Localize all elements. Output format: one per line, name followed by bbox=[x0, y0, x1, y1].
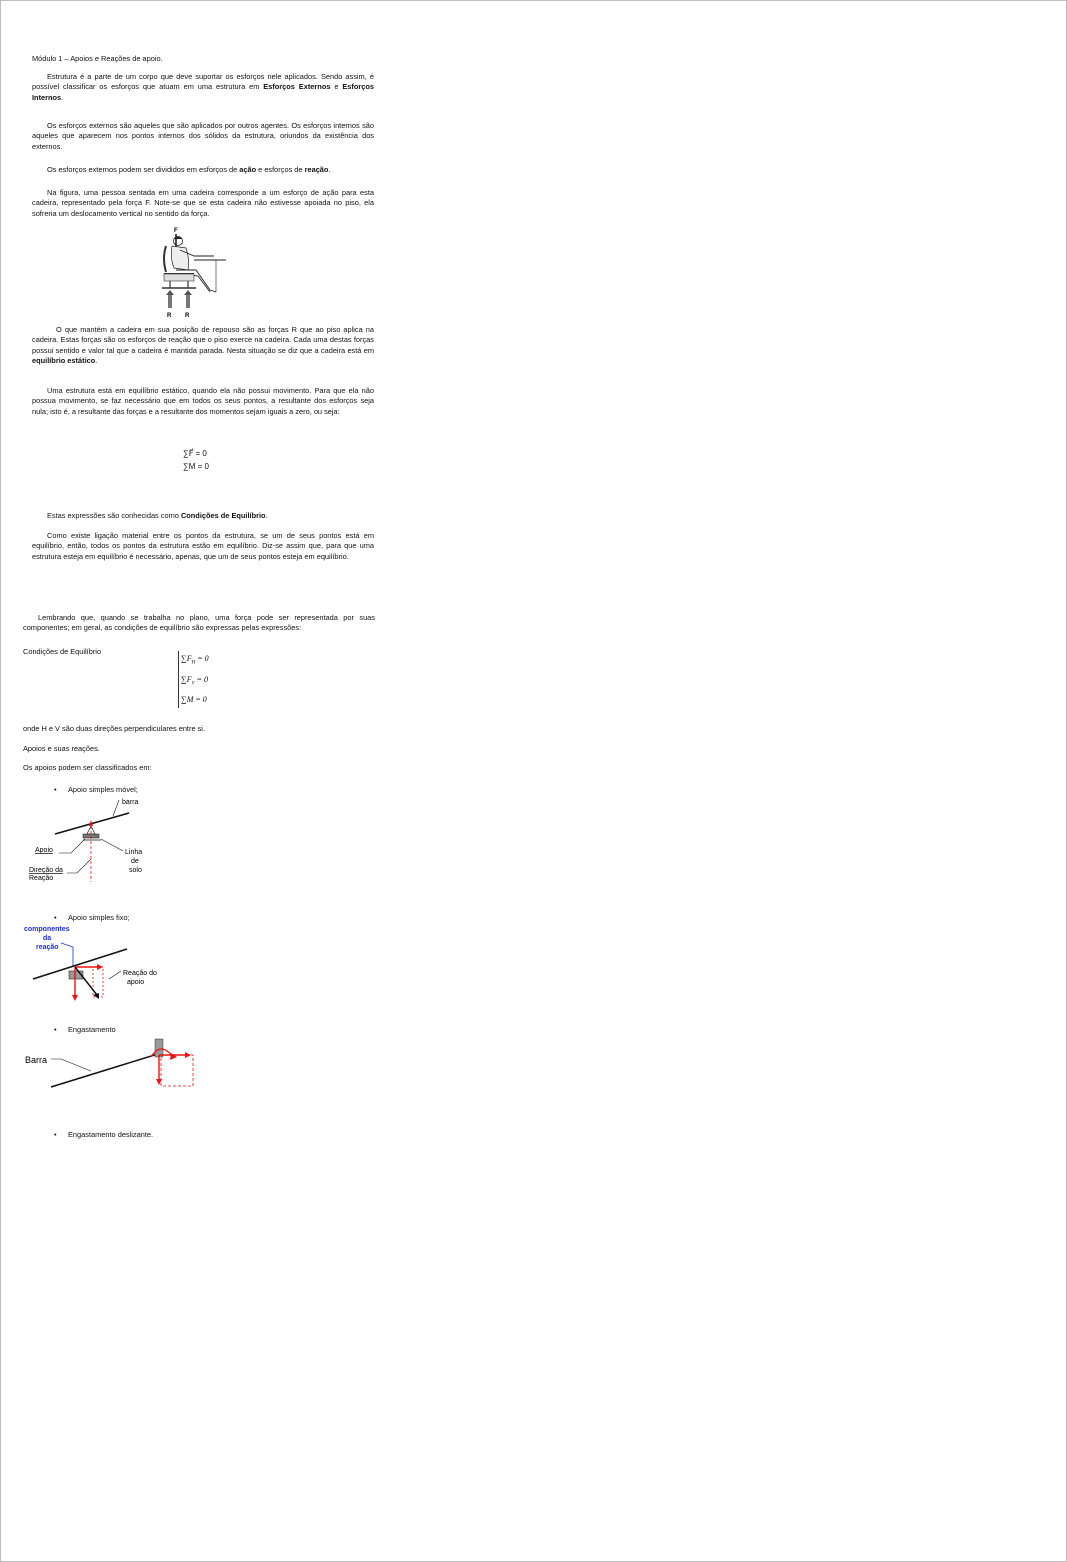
paragraph-10: onde H e V são duas direções perpendiculares entre si. bbox=[23, 724, 206, 733]
paragraph-1: Estrutura é a parte de um corpo que deve suportar os esforços nele aplicados. Sendo assim, é possível classificar os esforços que atuam em uma estrutura em Esforços Externos e Esforços Internos. bbox=[32, 72, 375, 102]
sum-m-eq: ∑M = 0 bbox=[181, 695, 207, 705]
sum-moments-eq: ∑M = 0 bbox=[183, 462, 209, 471]
paragraph-9: Lembrando que, quando se trabalha no plano, uma força pode ser representada por suas componentes; em geral, as condições de equilíbrio são expressas pelas expressões: bbox=[23, 613, 375, 633]
engastamento-figure bbox=[23, 1037, 203, 1091]
chair-figure bbox=[156, 224, 236, 321]
barra-eng-label: Barra bbox=[25, 1055, 48, 1065]
bullet-item-3: • Engastamento bbox=[54, 1025, 116, 1034]
reacao-do-label: Reação do bbox=[123, 970, 157, 977]
force-f-label: F bbox=[174, 228, 178, 234]
paragraph-3: Os esforços externos podem ser divididos em esforços de ação e esforços de reação. bbox=[47, 165, 331, 174]
linha-label: Linha bbox=[125, 849, 143, 856]
reacao-comp-label: reação bbox=[36, 944, 59, 951]
linha-de-label: de bbox=[131, 858, 139, 865]
sum-fh-eq: $\sum F_H = 0$ bbox=[181, 654, 209, 666]
componentes-label: componentes bbox=[24, 926, 70, 933]
paragraph-2: Os esforços externos são aqueles que são aplicados por outros agentes. Os esforços internos são aqueles que aparecem nos pontos internos dos sólidos da estrutura, oriundos da existência dos externos. bbox=[32, 121, 374, 151]
component-equations bbox=[178, 651, 241, 708]
reaction-r2-label: R bbox=[185, 313, 190, 319]
fixed-support-figure bbox=[23, 923, 173, 1003]
apoio-label: Apoio bbox=[35, 847, 53, 854]
linha-solo-label: solo bbox=[129, 867, 142, 874]
sum-fv-eq: $\sum F_V = 0$ bbox=[181, 674, 209, 687]
direcao-label: Direção da bbox=[29, 867, 63, 874]
da-label: da bbox=[43, 935, 52, 942]
bullet-item-2: • Apoio simples fixo; bbox=[54, 913, 130, 922]
page-title: Módulo 1 – Apoios e Reações de apoio. bbox=[32, 54, 163, 63]
paragraph-6: Uma estrutura está em equilíbrio estático, quando ela não possui movimento. Para que ela não possua movimento, se faz necessário que em todos os seus pontos, a resultante dos esforços seja nula; isto é, a resultante das forças e a resultante dos momentos sejam iguais a zero, ou seja: bbox=[32, 386, 374, 416]
bullet-item-4: • Engastamento deslizante. bbox=[54, 1130, 154, 1139]
paragraph-4: Na figura, uma pessoa sentada em uma cadeira corresponde a um esforço de ação para esta cadeira, representado pela força F. Note-se que se esta cadeira não estivesse apoiada no piso, ela sofreria um deslocamento vertical no sentido da força. bbox=[32, 188, 374, 218]
bullet-item-1: • Apoio simples móvel; bbox=[54, 785, 138, 794]
paragraph-11: Apoios e suas reações. bbox=[23, 744, 100, 753]
sum-forces-eq: ∑F⃗ = 0 bbox=[183, 449, 207, 458]
reacao-label: Reação bbox=[29, 875, 54, 882]
equilibrium-equations bbox=[183, 447, 243, 473]
apoio-reac-label: apoio bbox=[127, 979, 145, 986]
movable-support-figure bbox=[27, 796, 159, 886]
conditions-label: Condições de Equilíbrio bbox=[23, 647, 102, 656]
reaction-r1-label: R bbox=[167, 313, 172, 319]
barra-label: barra bbox=[122, 799, 139, 806]
paragraph-12: Os apoios podem ser classificados em: bbox=[23, 763, 152, 772]
paragraph-8: Como existe ligação material entre os pontos da estrutura, se um de seus pontos está em equilíbrio, então, todos os pontos da estrutura estão em equilíbrio. Diz-se assim que, para que uma estrutura esteja em equilíbrio é necessário, apenas, que um de seus pontos esteja em equilíbrio. bbox=[32, 531, 374, 561]
paragraph-5: O que mantém a cadeira em sua posição de repouso são as forças R que ao piso aplica na cadeira. Estas forças são os esforços de reação que o piso exerce na cadeira. Cada uma destas forças possui sentido e valor tal que a cadeira é mantida parada. Nesta situação se diz que a cadeira está em equilíbrio estático. bbox=[32, 325, 374, 365]
paragraph-7: Estas expressões são conhecidas como Condições de Equilíbrio. bbox=[47, 511, 268, 520]
